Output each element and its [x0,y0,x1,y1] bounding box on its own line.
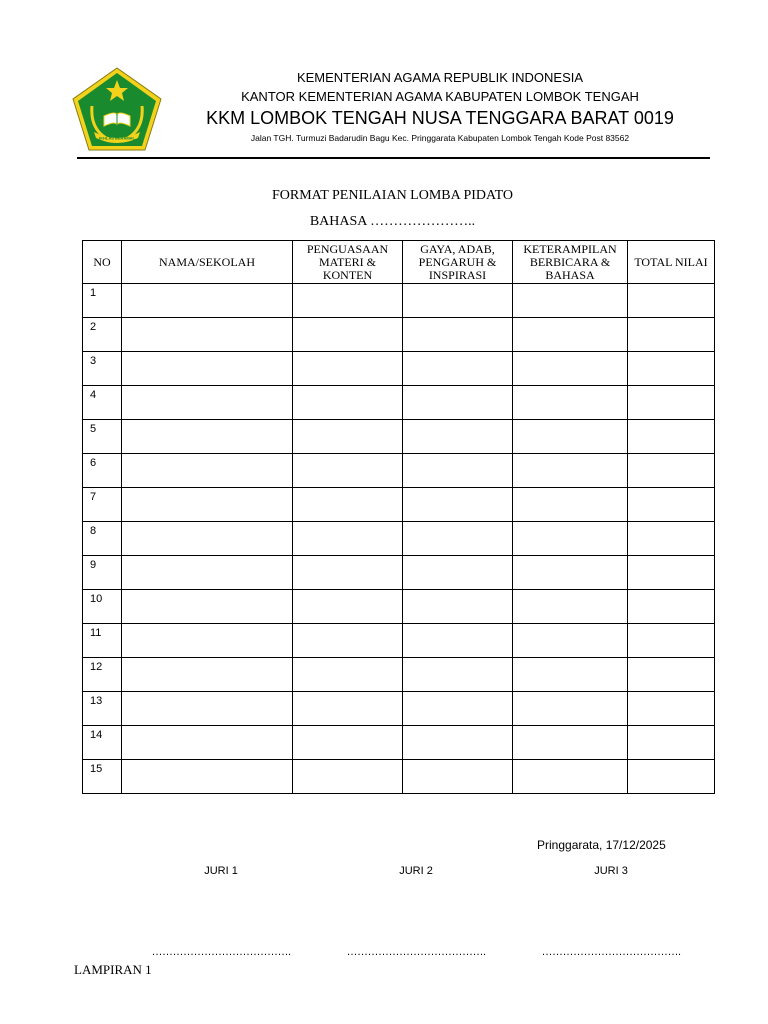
header-office: KANTOR KEMENTERIAN AGAMA KABUPATEN LOMBOK TENGAH [241,89,639,104]
table-row [83,488,715,522]
speaking-score-cell[interactable] [513,692,628,726]
place-date: Pringgarata, 17/12/2025 [537,838,666,852]
table-row [83,760,715,794]
total-score-cell[interactable] [628,658,715,692]
table-row [83,692,715,726]
row-number: 8 [83,522,122,556]
style-score-cell[interactable] [403,352,513,386]
speaking-score-cell[interactable] [513,318,628,352]
total-score-cell[interactable] [628,284,715,318]
speaking-score-cell[interactable] [513,624,628,658]
speaking-score-cell[interactable] [513,454,628,488]
juri-1-signature-line: …………………………………. [151,946,291,958]
language-field: BAHASA ………………….. [309,214,476,229]
row-number: 14 [83,726,122,760]
row-number: 3 [83,352,122,386]
style-score-cell[interactable] [403,522,513,556]
table-row [83,454,715,488]
table-row [83,726,715,760]
table-row [83,624,715,658]
row-number: 15 [83,760,122,794]
table-row [83,556,715,590]
header-divider [77,157,710,159]
name-school-cell[interactable] [122,522,293,556]
total-score-cell[interactable] [628,454,715,488]
name-school-cell[interactable] [122,488,293,522]
material-score-cell[interactable] [293,318,403,352]
style-score-cell[interactable] [403,488,513,522]
material-score-cell[interactable] [293,488,403,522]
total-score-cell[interactable] [628,488,715,522]
kemenag-logo [70,66,164,152]
style-score-cell[interactable] [403,726,513,760]
total-score-cell[interactable] [628,726,715,760]
material-score-cell[interactable] [293,760,403,794]
juri-3-signature-line: …………………………………. [541,946,681,958]
row-number: 7 [83,488,122,522]
table-row [83,522,715,556]
form-title: FORMAT PENILAIAN LOMBA PIDATO [271,188,513,203]
attachment-label: LAMPIRAN 1 [74,962,152,977]
style-score-cell[interactable] [403,556,513,590]
header-kkm: KKM LOMBOK TENGAH NUSA TENGGARA BARAT 0019 [206,108,674,128]
table-row [83,318,715,352]
style-score-cell[interactable] [403,658,513,692]
material-score-cell[interactable] [293,590,403,624]
speaking-score-cell[interactable] [513,658,628,692]
material-score-cell[interactable] [293,692,403,726]
score-table [82,240,715,794]
style-score-cell[interactable] [403,692,513,726]
name-school-cell[interactable] [122,454,293,488]
row-number: 13 [83,692,122,726]
header-no: NO [83,241,122,284]
style-score-cell[interactable] [403,386,513,420]
total-score-cell[interactable] [628,760,715,794]
speaking-score-cell[interactable] [513,352,628,386]
speaking-score-cell[interactable] [513,760,628,794]
juri-3-label: JURI 3 [594,865,628,877]
name-school-cell[interactable] [122,726,293,760]
total-score-cell[interactable] [628,522,715,556]
speaking-score-cell[interactable] [513,590,628,624]
name-school-cell[interactable] [122,352,293,386]
total-score-cell[interactable] [628,352,715,386]
row-number: 1 [83,284,122,318]
table-row [83,386,715,420]
row-number: 6 [83,454,122,488]
style-score-cell[interactable] [403,590,513,624]
row-number: 12 [83,658,122,692]
logo-ribbon-text: IKHLAS BERAMAL [99,135,135,141]
header-total-score: TOTAL NILAI [628,241,715,284]
total-score-cell[interactable] [628,692,715,726]
material-score-cell[interactable] [293,556,403,590]
row-number: 10 [83,590,122,624]
name-school-cell[interactable] [122,318,293,352]
total-score-cell[interactable] [628,624,715,658]
style-score-cell[interactable] [403,760,513,794]
row-number: 9 [83,556,122,590]
style-score-cell[interactable] [403,318,513,352]
table-row [83,658,715,692]
table-header-row [83,241,715,284]
name-school-cell[interactable] [122,624,293,658]
name-school-cell[interactable] [122,386,293,420]
speaking-score-cell[interactable] [513,386,628,420]
total-score-cell[interactable] [628,556,715,590]
style-score-cell[interactable] [403,454,513,488]
name-school-cell[interactable] [122,590,293,624]
row-number: 5 [83,420,122,454]
header-material-mastery: PENGUASAAN MATERI & KONTEN [293,241,403,284]
name-school-cell[interactable] [122,284,293,318]
table-row [83,352,715,386]
juri-1-label: JURI 1 [204,865,238,877]
row-number: 2 [83,318,122,352]
table-row [83,284,715,318]
name-school-cell[interactable] [122,658,293,692]
header-style-manner: GAYA, ADAB, PENGARUH & INSPIRASI [403,241,513,284]
speaking-score-cell[interactable] [513,420,628,454]
total-score-cell[interactable] [628,318,715,352]
material-score-cell[interactable] [293,522,403,556]
material-score-cell[interactable] [293,658,403,692]
total-score-cell[interactable] [628,420,715,454]
header-name-school: NAMA/SEKOLAH [122,241,293,284]
total-score-cell[interactable] [628,386,715,420]
speaking-score-cell[interactable] [513,522,628,556]
material-score-cell[interactable] [293,352,403,386]
style-score-cell[interactable] [403,284,513,318]
row-number: 11 [83,624,122,658]
header-address: Jalan TGH. Turmuzi Badarudin Bagu Kec. Pringgarata Kabupaten Lombok Tengah Kode Post 83562 [250,133,630,143]
header-ministry: KEMENTERIAN AGAMA REPUBLIK INDONESIA [296,70,584,85]
speaking-score-cell[interactable] [513,488,628,522]
juri-2-label: JURI 2 [399,865,433,877]
material-score-cell[interactable] [293,420,403,454]
material-score-cell[interactable] [293,284,403,318]
name-school-cell[interactable] [122,760,293,794]
juri-2-signature-line: …………………………………. [346,946,486,958]
style-score-cell[interactable] [403,624,513,658]
speaking-score-cell[interactable] [513,726,628,760]
material-score-cell[interactable] [293,454,403,488]
name-school-cell[interactable] [122,692,293,726]
material-score-cell[interactable] [293,726,403,760]
row-number: 4 [83,386,122,420]
speaking-score-cell[interactable] [513,284,628,318]
material-score-cell[interactable] [293,386,403,420]
table-row [83,590,715,624]
name-school-cell[interactable] [122,556,293,590]
style-score-cell[interactable] [403,420,513,454]
material-score-cell[interactable] [293,624,403,658]
name-school-cell[interactable] [122,420,293,454]
table-row [83,420,715,454]
header-speaking-skill: KETERAMPILAN BERBICARA & BAHASA [513,241,628,284]
speaking-score-cell[interactable] [513,556,628,590]
total-score-cell[interactable] [628,590,715,624]
